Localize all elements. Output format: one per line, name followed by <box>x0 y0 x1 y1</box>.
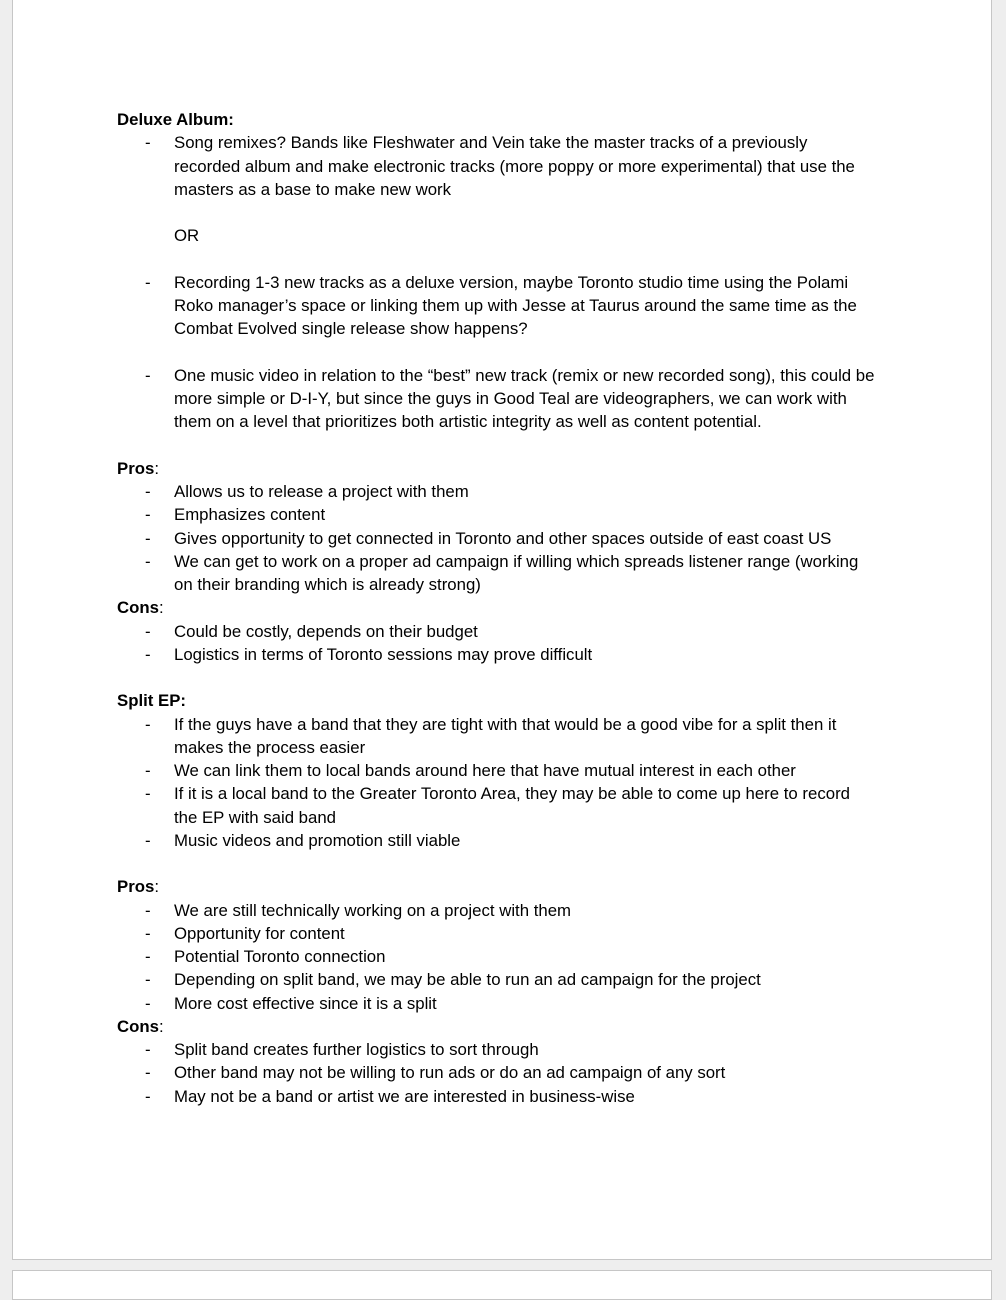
dash-bullet: - <box>145 505 151 525</box>
dash-bullet: - <box>145 1086 151 1106</box>
dash-bullet: - <box>145 830 151 850</box>
list-item: - We can link them to local bands around here that have mutual interest in each other <box>117 759 877 782</box>
deluxe-list-2 <box>117 271 877 341</box>
dash-bullet: - <box>145 993 151 1013</box>
list-item: - We are still technically working on a project with them <box>117 899 877 922</box>
deluxe-cons-label: Cons: <box>117 598 164 618</box>
list-item: - We can get to work on a proper ad campaign if willing which spreads listener range (working on their branding which is already strong) <box>145 551 859 594</box>
dash-bullet: - <box>145 133 151 153</box>
dash-bullet: - <box>145 761 151 780</box>
or-separator: OR <box>174 226 200 246</box>
list-item: - Split band creates further logistics to sort through <box>117 1038 877 1061</box>
deluxe-pros-list <box>117 480 877 596</box>
split-cons-label: Cons: <box>117 1016 164 1036</box>
list-item: - Could be costly, depends on their budget <box>117 620 877 643</box>
dash-bullet: - <box>145 272 151 292</box>
dash-bullet: - <box>145 714 151 734</box>
list-item: - If the guys have a band that they are tight with that would be a good vibe for a split then it makes the process easier <box>145 714 837 757</box>
dash-bullet: - <box>145 1063 151 1083</box>
dash-bullet: - <box>145 947 151 966</box>
split-pros-list <box>117 899 877 1015</box>
dash-bullet: - <box>145 644 151 664</box>
deluxe-list-3 <box>117 364 877 434</box>
list-item: - One music video in relation to the “best” new track (remix or new recorded song), this could be more simple or D-I-Y, but since the guys in Good Teal are videographers, we can work with them on a level that prioritizes both artistic integrity as well as content potential. <box>145 365 875 432</box>
dash-bullet: - <box>145 970 151 990</box>
document-body <box>117 108 877 1108</box>
dash-bullet: - <box>145 1040 151 1059</box>
dash-bullet: - <box>145 784 151 804</box>
list-item: - Opportunity for content <box>117 922 877 945</box>
list-item: - Depending on split band, we may be able to run an ad campaign for the project <box>117 968 877 991</box>
dash-bullet: - <box>145 528 151 548</box>
split-cons-list <box>117 1038 877 1108</box>
deluxe-heading: Deluxe Album: <box>117 110 234 129</box>
list-item: - Recording 1-3 new tracks as a deluxe version, maybe Toronto studio time using the Polami Roko manager’s space or linking them up with Jesse at Taurus around the same time as the Combat Evolved single release show happens? <box>145 272 857 339</box>
dash-bullet: - <box>145 923 151 943</box>
list-item: - More cost effective since it is a split <box>117 992 877 1015</box>
split-pros-label: Pros: <box>117 877 159 897</box>
dash-bullet: - <box>145 482 151 501</box>
list-item: - Emphasizes content <box>117 503 877 526</box>
list-item: - Other band may not be willing to run ads or do an ad campaign of any sort <box>117 1061 877 1084</box>
deluxe-cons-list <box>117 620 877 667</box>
list-item: - Music videos and promotion still viable <box>117 829 877 852</box>
next-page <box>12 1270 992 1300</box>
list-item: - Potential Toronto connection <box>117 945 877 968</box>
list-item: - If it is a local band to the Greater Toronto Area, they may be able to come up here to record the EP with said band <box>145 784 850 827</box>
split-list <box>117 713 877 853</box>
dash-bullet: - <box>145 900 151 920</box>
deluxe-pros-label: Pros: <box>117 458 159 478</box>
dash-bullet: - <box>145 621 151 641</box>
split-heading: Split EP: <box>117 691 186 711</box>
list-item: - Allows us to release a project with them <box>117 480 877 503</box>
dash-bullet: - <box>145 365 151 385</box>
list-item: - Gives opportunity to get connected in Toronto and other spaces outside of east coast US <box>117 527 877 550</box>
list-item: - Logistics in terms of Toronto sessions may prove difficult <box>117 643 877 666</box>
dash-bullet: - <box>145 551 151 571</box>
deluxe-list <box>117 131 877 201</box>
list-item: - May not be a band or artist we are interested in business-wise <box>117 1085 877 1108</box>
list-item: - Song remixes? Bands like Fleshwater and Vein take the master tracks of a previously recorded album and make electronic tracks (more poppy or more experimental) that use the masters as a base to make new work <box>145 133 855 199</box>
